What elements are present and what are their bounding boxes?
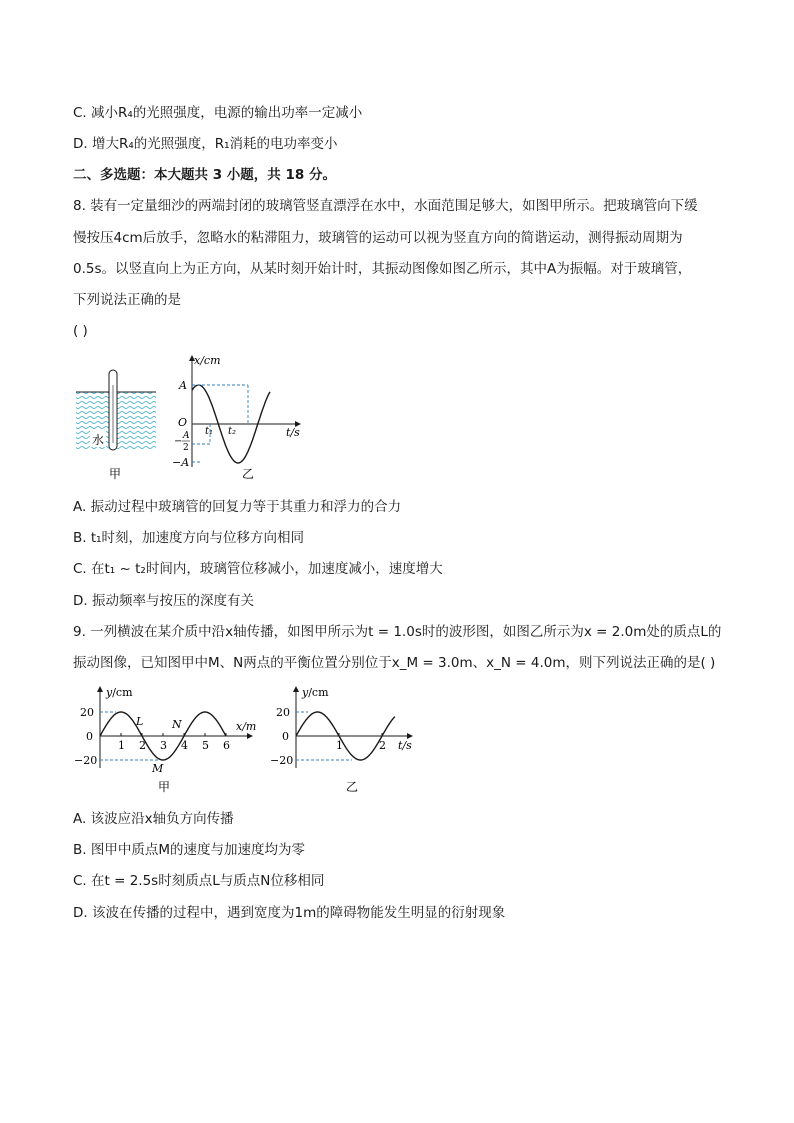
tick-halfA-den: 2 — [183, 443, 189, 453]
fig9-left-y-zero: 0 — [86, 730, 93, 743]
water-label: 水 — [92, 433, 105, 447]
fig8-y-label: x/cm — [194, 354, 221, 367]
point-M: M — [152, 762, 164, 775]
fig9-left-tick-label: 6 — [223, 739, 230, 752]
tick-t1: t₁ — [205, 426, 214, 437]
q9-option-c: C. 在t = 2.5s时刻质点L与质点N位移相同 — [73, 873, 325, 889]
option-d-q7: D. 增大R₄的光照强度，R₁消耗的电功率变小 — [73, 136, 338, 152]
tick-t2: t₂ — [228, 426, 237, 437]
q9-stem-line1: 9. 一列横波在某介质中沿x轴传播，如图甲所示为t = 1.0s时的波形图，如图乙所示为x = 2.0m处的质点L的 — [73, 624, 722, 640]
point-L: L — [136, 715, 144, 728]
fig9-right-y-label: y/cm — [302, 686, 329, 699]
fig9-caption-yi: 乙 — [346, 780, 359, 794]
fig9-left-x-label: x/m — [236, 720, 257, 733]
fig9-right-y-zero: 0 — [282, 730, 289, 743]
fig9-waveform-graph — [72, 683, 262, 798]
fig9-right-y-neg: −20 — [270, 754, 294, 767]
q8-option-a: A. 振动过程中玻璃管的回复力等于其重力和浮力的合力 — [73, 499, 402, 515]
tick-halfA-num: A — [183, 431, 190, 441]
q8-stem-line4: 下列说法正确的是 — [73, 292, 181, 308]
q9-option-a: A. 该波应沿x轴负方向传播 — [73, 811, 234, 827]
fig9-left-y-label: y/cm — [106, 686, 133, 699]
fig8-caption-jia: 甲 — [109, 467, 122, 481]
q9-option-d: D. 该波在传播的过程中，遇到宽度为1m的障碍物能发生明显的衍射现象 — [73, 905, 506, 921]
fig9-right-y-pos: 20 — [276, 706, 290, 719]
q9-option-b: B. 图甲中质点M的速度与加速度均为零 — [73, 842, 305, 858]
q8-option-d: D. 振动频率与按压的深度有关 — [73, 593, 254, 609]
fig9-left-tick-label: 1 — [118, 739, 125, 752]
point-N: N — [172, 718, 182, 731]
fig9-left-y-pos: 20 — [80, 706, 94, 719]
fig9-caption-jia: 甲 — [158, 780, 171, 794]
q8-stem-line1: 8. 装有一定量细沙的两端封闭的玻璃管竖直漂浮在水中，水面范围足够大，如图甲所示。把玻璃管向下缓 — [73, 198, 698, 214]
fig9-left-tick-label: 2 — [139, 739, 146, 752]
origin-O: O — [178, 416, 188, 429]
fig8-x-label: t/s — [286, 426, 300, 439]
fig9-left-tick-label: 4 — [181, 739, 188, 752]
q9-stem-line2: 振动图像，已知图甲中M、N两点的平衡位置分别位于x_M = 3.0m、x_N = 4.0m，则下列说法正确的是( ) — [73, 655, 716, 671]
q8-stem-line3: 0.5s。以竖直向上为正方向，从某时刻开始计时，其振动图像如图乙所示，其中A为振幅。对于玻璃管， — [73, 261, 692, 277]
fig9-left-tick-label: 5 — [202, 739, 209, 752]
tick-halfA-minus: − — [174, 436, 183, 447]
q8-answer-bracket: ( ) — [73, 323, 88, 339]
fig8-tube-in-water — [72, 355, 162, 485]
fig9-left-tick-label: 3 — [160, 739, 167, 752]
fig8-vibration-graph — [170, 352, 310, 482]
q8-option-b: B. t₁时刻，加速度方向与位移方向相同 — [73, 530, 305, 546]
fig9-right-tick-label: 2 — [379, 739, 386, 752]
fig9-right-tick-label: 1 — [336, 739, 343, 752]
tick-negA: −A — [172, 456, 190, 469]
fig9-vibration-graph — [270, 683, 420, 798]
fig9-right-x-label: t/s — [398, 739, 412, 752]
fig9-left-y-neg: −20 — [74, 754, 98, 767]
section-heading: 二、多选题：本大题共 3 小题，共 18 分。 — [73, 167, 336, 183]
q8-option-c: C. 在t₁ ~ t₂时间内，玻璃管位移减小，加速度减小，速度增大 — [73, 561, 443, 577]
q8-stem-line2: 慢按压4cm后放手，忽略水的粘滞阻力，玻璃管的运动可以视为竖直方向的简谐运动，测得振动周期为 — [73, 230, 683, 246]
tick-A: A — [179, 379, 187, 392]
fig8-caption-yi: 乙 — [242, 467, 255, 481]
option-c-q7: C. 减小R₄的光照强度，电源的输出功率一定减小 — [73, 105, 363, 121]
